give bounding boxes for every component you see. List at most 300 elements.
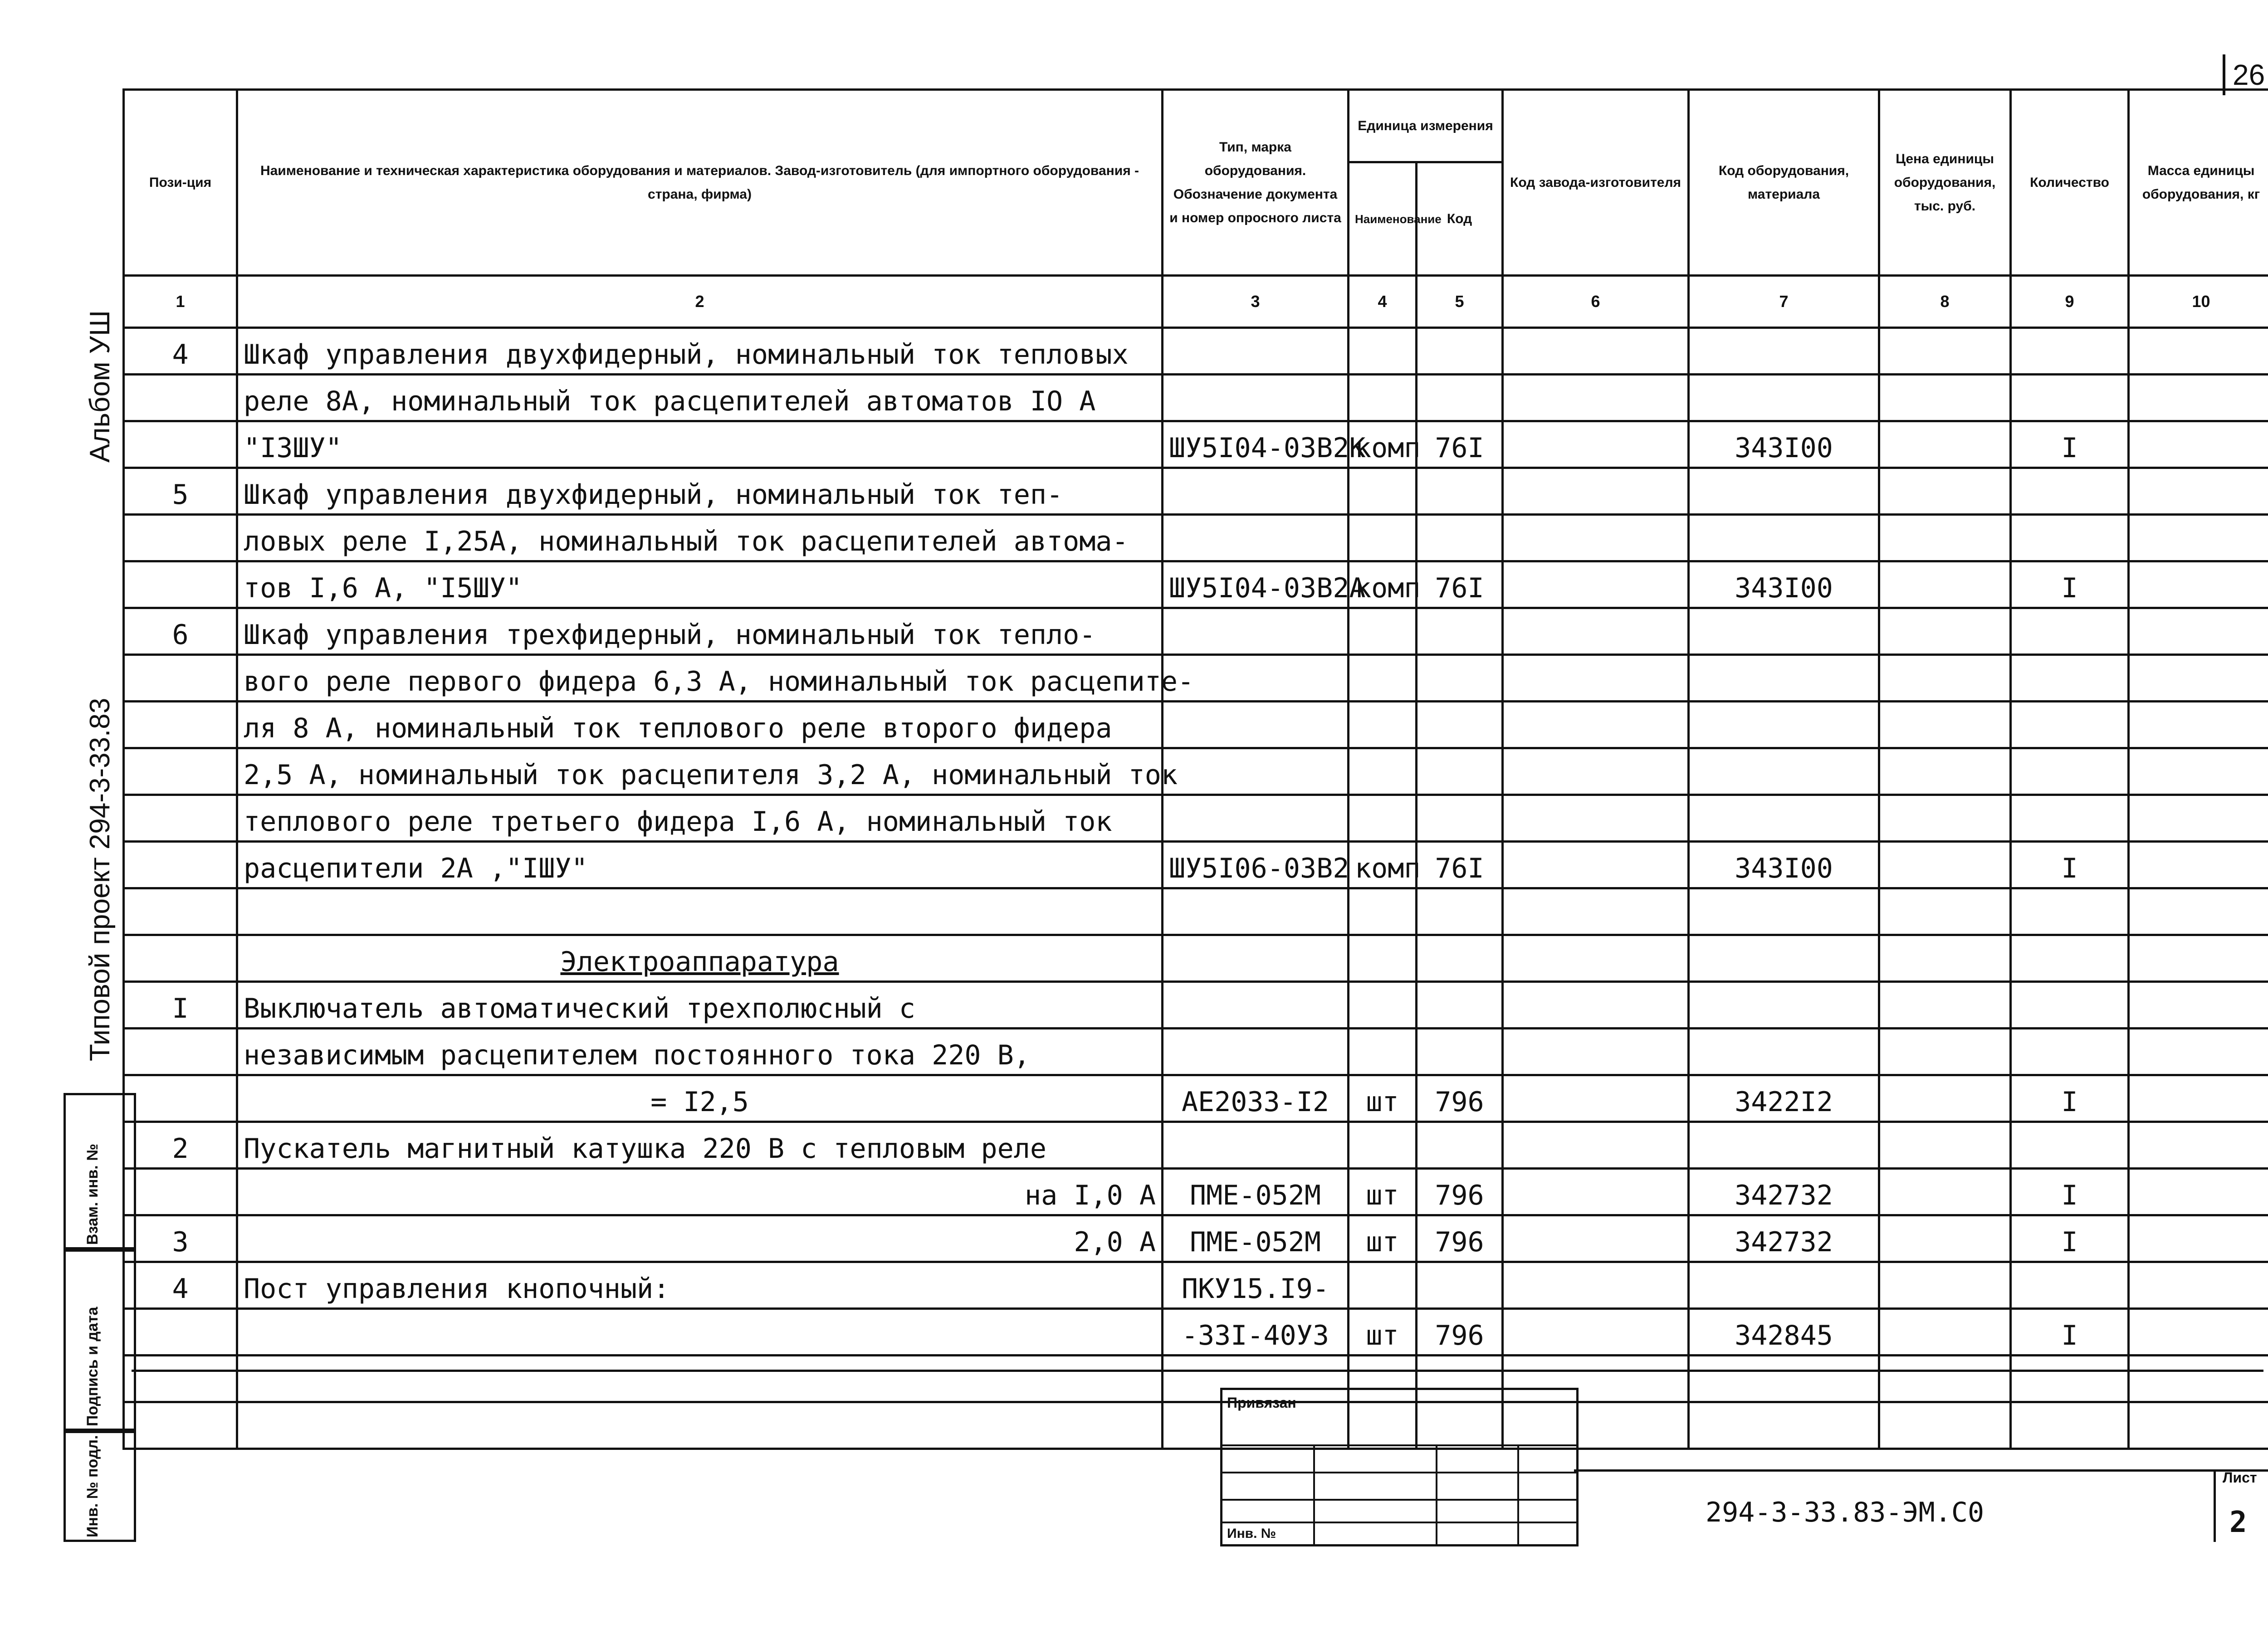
unit-code-cell xyxy=(1417,515,1503,561)
material-code-cell: 342732 xyxy=(1689,1215,1879,1262)
quantity-cell xyxy=(2011,1122,2129,1169)
colnum: 5 xyxy=(1417,276,1503,328)
position-cell: 6 xyxy=(124,608,237,655)
table-row xyxy=(124,1309,2268,1356)
unit-code-cell: 76I xyxy=(1417,561,1503,608)
block-line xyxy=(1222,1499,1576,1501)
frame-line xyxy=(1574,1469,2268,1472)
quantity-cell: I xyxy=(2011,421,2129,468)
quantity-cell: I xyxy=(2011,1169,2129,1215)
name-cell: вого реле первого фидера 6,3 А, номинальный ток расцепите- xyxy=(237,655,1163,702)
block-line xyxy=(1436,1444,1437,1544)
stamp-label-replaced: Взам. инв. № xyxy=(84,1143,101,1245)
quantity-cell: I xyxy=(2011,1309,2129,1356)
unit-cell xyxy=(1349,655,1417,702)
table-row xyxy=(124,1169,2268,1215)
quantity-cell: I xyxy=(2011,1075,2129,1122)
colnum: 9 xyxy=(2011,276,2129,328)
material-code-cell xyxy=(1689,1402,1879,1449)
position-cell xyxy=(124,375,237,421)
mass-cell xyxy=(2129,982,2268,1029)
unit-code-cell: 796 xyxy=(1417,1309,1503,1356)
plant-code-cell xyxy=(1503,888,1689,935)
plant-code-cell xyxy=(1503,1075,1689,1122)
unit-cell xyxy=(1349,468,1417,515)
price-cell xyxy=(1879,795,2011,842)
block-line xyxy=(1517,1444,1519,1544)
price-cell xyxy=(1879,655,2011,702)
unit-code-cell: 76I xyxy=(1417,421,1503,468)
unit-code-cell xyxy=(1417,795,1503,842)
mass-cell xyxy=(2129,561,2268,608)
unit-code-cell xyxy=(1417,608,1503,655)
plant-code-cell xyxy=(1503,515,1689,561)
plant-code-cell xyxy=(1503,842,1689,888)
quantity-cell xyxy=(2011,748,2129,795)
plant-code-cell xyxy=(1503,702,1689,748)
mass-cell xyxy=(2129,375,2268,421)
mass-cell xyxy=(2129,1075,2268,1122)
colnum: 6 xyxy=(1503,276,1689,328)
plant-code-cell xyxy=(1503,608,1689,655)
position-cell xyxy=(124,1356,237,1402)
mass-cell xyxy=(2129,515,2268,561)
plant-code-cell xyxy=(1503,795,1689,842)
header-material-code: Код оборудования, материала xyxy=(1689,90,1879,276)
frame-line xyxy=(132,1370,2263,1372)
material-code-cell xyxy=(1689,888,1879,935)
name-cell: Шкаф управления трехфидерный, номинальный ток тепло- xyxy=(237,608,1163,655)
quantity-cell xyxy=(2011,608,2129,655)
sheet-label: Лист xyxy=(2223,1469,2257,1486)
name-cell: на I,0 А xyxy=(237,1169,1163,1215)
mass-cell xyxy=(2129,888,2268,935)
price-cell xyxy=(1879,1262,2011,1309)
quantity-cell xyxy=(2011,1029,2129,1075)
mass-cell xyxy=(2129,795,2268,842)
quantity-cell xyxy=(2011,982,2129,1029)
header-plant-code: Код завода-изготовителя xyxy=(1503,90,1689,276)
unit-cell xyxy=(1349,888,1417,935)
unit-code-cell xyxy=(1417,1262,1503,1309)
material-code-cell xyxy=(1689,982,1879,1029)
table-row xyxy=(124,1075,2268,1122)
material-code-cell xyxy=(1689,748,1879,795)
type-cell: АЕ2033-I2 xyxy=(1163,1075,1349,1122)
header-row xyxy=(124,90,2268,162)
colnum: 2 xyxy=(237,276,1163,328)
unit-cell xyxy=(1349,328,1417,375)
unit-code-cell: 76I xyxy=(1417,842,1503,888)
name-cell: тов I,6 А, "I5ШУ" xyxy=(237,561,1163,608)
name-cell: = I2,5 xyxy=(237,1075,1163,1122)
unit-cell: шт xyxy=(1349,1309,1417,1356)
mass-cell xyxy=(2129,935,2268,982)
position-cell: 3 xyxy=(124,1215,237,1262)
type-cell xyxy=(1163,608,1349,655)
privyazan-label: Привязан xyxy=(1227,1395,1296,1411)
unit-code-cell xyxy=(1417,655,1503,702)
type-cell xyxy=(1163,748,1349,795)
project-caption: Типовой проект 294-3-33.83 xyxy=(84,697,116,1061)
table-row xyxy=(124,561,2268,608)
table-row xyxy=(124,1356,2268,1402)
frame-line xyxy=(2214,1469,2216,1542)
column-number-row xyxy=(124,276,2268,328)
name-cell: Пост управления кнопочный: xyxy=(237,1262,1163,1309)
unit-cell xyxy=(1349,748,1417,795)
price-cell xyxy=(1879,1215,2011,1262)
name-cell xyxy=(237,1402,1163,1449)
quantity-cell xyxy=(2011,655,2129,702)
plant-code-cell xyxy=(1503,561,1689,608)
position-cell: 5 xyxy=(124,468,237,515)
table-row xyxy=(124,515,2268,561)
name-cell: теплового реле третьего фидера I,6 А, номинальный ток xyxy=(237,795,1163,842)
plant-code-cell xyxy=(1503,328,1689,375)
quantity-cell: I xyxy=(2011,842,2129,888)
position-cell xyxy=(124,842,237,888)
plant-code-cell xyxy=(1503,1029,1689,1075)
name-cell: 2,0 А xyxy=(237,1215,1163,1262)
price-cell xyxy=(1879,561,2011,608)
unit-cell: шт xyxy=(1349,1215,1417,1262)
quantity-cell xyxy=(2011,888,2129,935)
unit-cell xyxy=(1349,608,1417,655)
plant-code-cell xyxy=(1503,982,1689,1029)
table-row xyxy=(124,702,2268,748)
material-code-cell: 343I00 xyxy=(1689,842,1879,888)
position-cell xyxy=(124,1075,237,1122)
type-cell: ПМЕ-052М xyxy=(1163,1169,1349,1215)
header-quantity: Количество xyxy=(2011,90,2129,276)
table-row xyxy=(124,375,2268,421)
unit-cell xyxy=(1349,935,1417,982)
price-cell xyxy=(1879,702,2011,748)
position-cell xyxy=(124,935,237,982)
block-line xyxy=(1222,1444,1576,1446)
material-code-cell xyxy=(1689,1029,1879,1075)
type-cell: ШУ5I06-03В2 xyxy=(1163,842,1349,888)
page-number: 26 xyxy=(2223,54,2265,95)
quantity-cell xyxy=(2011,1356,2129,1402)
price-cell xyxy=(1879,935,2011,982)
name-cell: ля 8 А, номинальный ток теплового реле второго фидера xyxy=(237,702,1163,748)
type-cell: ШУ5I04-03В2А xyxy=(1163,561,1349,608)
plant-code-cell xyxy=(1503,468,1689,515)
unit-code-cell: 796 xyxy=(1417,1215,1503,1262)
unit-code-cell xyxy=(1417,702,1503,748)
header-unit: Единица измерения xyxy=(1349,90,1503,162)
plant-code-cell xyxy=(1503,935,1689,982)
unit-cell xyxy=(1349,375,1417,421)
price-cell xyxy=(1879,982,2011,1029)
unit-cell xyxy=(1349,982,1417,1029)
type-cell: ПМЕ-052М xyxy=(1163,1215,1349,1262)
unit-cell: комп xyxy=(1349,421,1417,468)
position-cell xyxy=(124,561,237,608)
quantity-cell xyxy=(2011,328,2129,375)
mass-cell xyxy=(2129,655,2268,702)
quantity-cell xyxy=(2011,935,2129,982)
header-type: Тип, марка оборудования. Обозначение документа и номер опросного листа xyxy=(1163,90,1349,276)
unit-code-cell xyxy=(1417,328,1503,375)
header-mass: Масса единицы оборудования, кг xyxy=(2129,90,2268,276)
type-cell xyxy=(1163,468,1349,515)
price-cell xyxy=(1879,1029,2011,1075)
mass-cell xyxy=(2129,608,2268,655)
plant-code-cell xyxy=(1503,421,1689,468)
mass-cell xyxy=(2129,1122,2268,1169)
position-cell xyxy=(124,702,237,748)
quantity-cell xyxy=(2011,1262,2129,1309)
position-cell xyxy=(124,421,237,468)
name-cell: Пускатель магнитный катушка 220 В с тепловым реле xyxy=(237,1122,1163,1169)
name-cell: расцепители 2А ,"IШУ" xyxy=(237,842,1163,888)
material-code-cell: 342845 xyxy=(1689,1309,1879,1356)
unit-code-cell: 796 xyxy=(1417,1075,1503,1122)
quantity-cell xyxy=(2011,795,2129,842)
mass-cell xyxy=(2129,328,2268,375)
type-cell xyxy=(1163,795,1349,842)
type-cell xyxy=(1163,935,1349,982)
type-cell xyxy=(1163,1029,1349,1075)
position-cell xyxy=(124,515,237,561)
position-cell xyxy=(124,1029,237,1075)
table-row xyxy=(124,1122,2268,1169)
table-row xyxy=(124,468,2268,515)
price-cell xyxy=(1879,1402,2011,1449)
colnum: 8 xyxy=(1879,276,2011,328)
material-code-cell xyxy=(1689,935,1879,982)
mass-cell xyxy=(2129,1169,2268,1215)
quantity-cell xyxy=(2011,375,2129,421)
plant-code-cell xyxy=(1503,1169,1689,1215)
price-cell xyxy=(1879,1169,2011,1215)
name-cell: Шкаф управления двухфидерный, номинальный ток тепловых xyxy=(237,328,1163,375)
inv-label: Инв. № xyxy=(1227,1526,1276,1541)
table-row xyxy=(124,655,2268,702)
unit-cell xyxy=(1349,1262,1417,1309)
mass-cell xyxy=(2129,1215,2268,1262)
price-cell xyxy=(1879,375,2011,421)
price-cell xyxy=(1879,748,2011,795)
unit-cell xyxy=(1349,795,1417,842)
unit-code-cell xyxy=(1417,375,1503,421)
unit-code-cell xyxy=(1417,1122,1503,1169)
header-price: Цена единицы оборудования, тыс. руб. xyxy=(1879,90,2011,276)
position-cell: 4 xyxy=(124,328,237,375)
price-cell xyxy=(1879,842,2011,888)
table-row xyxy=(124,1029,2268,1075)
position-cell xyxy=(124,1309,237,1356)
block-line xyxy=(1222,1472,1576,1473)
price-cell xyxy=(1879,888,2011,935)
block-line xyxy=(1222,1522,1576,1523)
table-row xyxy=(124,421,2268,468)
unit-cell: шт xyxy=(1349,1075,1417,1122)
mass-cell xyxy=(2129,842,2268,888)
table-row xyxy=(124,888,2268,935)
type-cell xyxy=(1163,1122,1349,1169)
name-cell: Выключатель автоматический трехполюсный с xyxy=(237,982,1163,1029)
type-cell xyxy=(1163,982,1349,1029)
material-code-cell: 343I00 xyxy=(1689,561,1879,608)
name-cell: Электроаппаратура xyxy=(237,935,1163,982)
price-cell xyxy=(1879,1075,2011,1122)
type-cell: -33I-40У3 xyxy=(1163,1309,1349,1356)
name-cell xyxy=(237,1309,1163,1356)
plant-code-cell xyxy=(1503,1262,1689,1309)
unit-cell: шт xyxy=(1349,1169,1417,1215)
type-cell: ШУ5I04-03В2К xyxy=(1163,421,1349,468)
table-row xyxy=(124,842,2268,888)
unit-code-cell xyxy=(1417,935,1503,982)
unit-cell xyxy=(1349,515,1417,561)
table-row xyxy=(124,795,2268,842)
material-code-cell xyxy=(1689,1122,1879,1169)
header-name: Наименование и техническая характеристика оборудования и материалов. Завод-изготовитель (для импортного оборудования - страна, фирма) xyxy=(237,90,1163,276)
name-cell xyxy=(237,1356,1163,1402)
material-code-cell: 343I00 xyxy=(1689,421,1879,468)
sheet-number: 2 xyxy=(2229,1506,2247,1539)
colnum: 4 xyxy=(1349,276,1417,328)
plant-code-cell xyxy=(1503,748,1689,795)
price-cell xyxy=(1879,1309,2011,1356)
table-row xyxy=(124,748,2268,795)
plant-code-cell xyxy=(1503,1122,1689,1169)
unit-code-cell xyxy=(1417,982,1503,1029)
header-unit-name: Наименование xyxy=(1349,162,1417,276)
type-cell xyxy=(1163,888,1349,935)
unit-cell: комп xyxy=(1349,561,1417,608)
specification-table xyxy=(122,88,2268,1450)
material-code-cell xyxy=(1689,375,1879,421)
price-cell xyxy=(1879,608,2011,655)
mass-cell xyxy=(2129,748,2268,795)
type-cell xyxy=(1163,328,1349,375)
unit-code-cell xyxy=(1417,468,1503,515)
material-code-cell: 3422I2 xyxy=(1689,1075,1879,1122)
table-row xyxy=(124,328,2268,375)
price-cell xyxy=(1879,421,2011,468)
price-cell xyxy=(1879,515,2011,561)
quantity-cell: I xyxy=(2011,561,2129,608)
name-cell: независимым расцепителем постоянного тока 220 В, xyxy=(237,1029,1163,1075)
material-code-cell xyxy=(1689,1356,1879,1402)
unit-code-cell: 796 xyxy=(1417,1169,1503,1215)
material-code-cell xyxy=(1689,468,1879,515)
stamp-label-original: Инв. № подл. xyxy=(84,1435,101,1537)
colnum: 3 xyxy=(1163,276,1349,328)
name-cell: ловых реле I,25А, номинальный ток расцепителей автома- xyxy=(237,515,1163,561)
unit-code-cell xyxy=(1417,748,1503,795)
plant-code-cell xyxy=(1503,655,1689,702)
position-cell: 4 xyxy=(124,1262,237,1309)
mass-cell xyxy=(2129,1356,2268,1402)
quantity-cell: I xyxy=(2011,1215,2129,1262)
unit-cell xyxy=(1349,1122,1417,1169)
quantity-cell xyxy=(2011,702,2129,748)
material-code-cell xyxy=(1689,1262,1879,1309)
name-cell: Шкаф управления двухфидерный, номинальный ток теп- xyxy=(237,468,1163,515)
quantity-cell xyxy=(2011,468,2129,515)
colnum: 10 xyxy=(2129,276,2268,328)
header-position: Пози-ция xyxy=(124,90,237,276)
block-line xyxy=(1313,1444,1315,1544)
material-code-cell xyxy=(1689,655,1879,702)
unit-code-cell xyxy=(1417,1029,1503,1075)
position-cell xyxy=(124,1402,237,1449)
stamp-label-signature: Подпись и дата xyxy=(84,1307,101,1426)
table-row xyxy=(124,1402,2268,1449)
privyazan-block xyxy=(1220,1388,1579,1546)
plant-code-cell xyxy=(1503,1215,1689,1262)
material-code-cell xyxy=(1689,702,1879,748)
position-cell: 2 xyxy=(124,1122,237,1169)
quantity-cell xyxy=(2011,1402,2129,1449)
name-cell xyxy=(237,888,1163,935)
price-cell xyxy=(1879,468,2011,515)
table-row xyxy=(124,935,2268,982)
position-cell xyxy=(124,888,237,935)
material-code-cell xyxy=(1689,795,1879,842)
name-cell: реле 8А, номинальный ток расцепителей автоматов IO A xyxy=(237,375,1163,421)
position-cell xyxy=(124,1169,237,1215)
table-row xyxy=(124,608,2268,655)
type-cell xyxy=(1163,515,1349,561)
position-cell: I xyxy=(124,982,237,1029)
mass-cell xyxy=(2129,468,2268,515)
mass-cell xyxy=(2129,1309,2268,1356)
type-cell xyxy=(1163,375,1349,421)
material-code-cell: 342732 xyxy=(1689,1169,1879,1215)
specification-body xyxy=(124,328,2268,1449)
unit-code-cell xyxy=(1417,888,1503,935)
mass-cell xyxy=(2129,421,2268,468)
mass-cell xyxy=(2129,1262,2268,1309)
type-cell: ПКУ15.I9- xyxy=(1163,1262,1349,1309)
position-cell xyxy=(124,748,237,795)
plant-code-cell xyxy=(1503,375,1689,421)
material-code-cell xyxy=(1689,515,1879,561)
album-caption: Альбом УШ xyxy=(84,310,116,463)
document-number: 294-3-33.83-ЭМ.С0 xyxy=(1706,1497,1984,1528)
table-row xyxy=(124,1215,2268,1262)
quantity-cell xyxy=(2011,515,2129,561)
price-cell xyxy=(1879,328,2011,375)
unit-cell xyxy=(1349,702,1417,748)
table-row xyxy=(124,982,2268,1029)
price-cell xyxy=(1879,1356,2011,1402)
name-cell: 2,5 А, номинальный ток расцепителя 3,2 А, номинальный ток xyxy=(237,748,1163,795)
unit-cell: комп xyxy=(1349,842,1417,888)
header-unit-code: Код xyxy=(1417,162,1503,276)
unit-cell xyxy=(1349,1029,1417,1075)
mass-cell xyxy=(2129,702,2268,748)
plant-code-cell xyxy=(1503,1309,1689,1356)
position-cell xyxy=(124,795,237,842)
table-row xyxy=(124,1262,2268,1309)
type-cell xyxy=(1163,702,1349,748)
colnum: 7 xyxy=(1689,276,1879,328)
position-cell xyxy=(124,655,237,702)
mass-cell xyxy=(2129,1402,2268,1449)
mass-cell xyxy=(2129,1029,2268,1075)
material-code-cell xyxy=(1689,608,1879,655)
colnum: 1 xyxy=(124,276,237,328)
price-cell xyxy=(1879,1122,2011,1169)
